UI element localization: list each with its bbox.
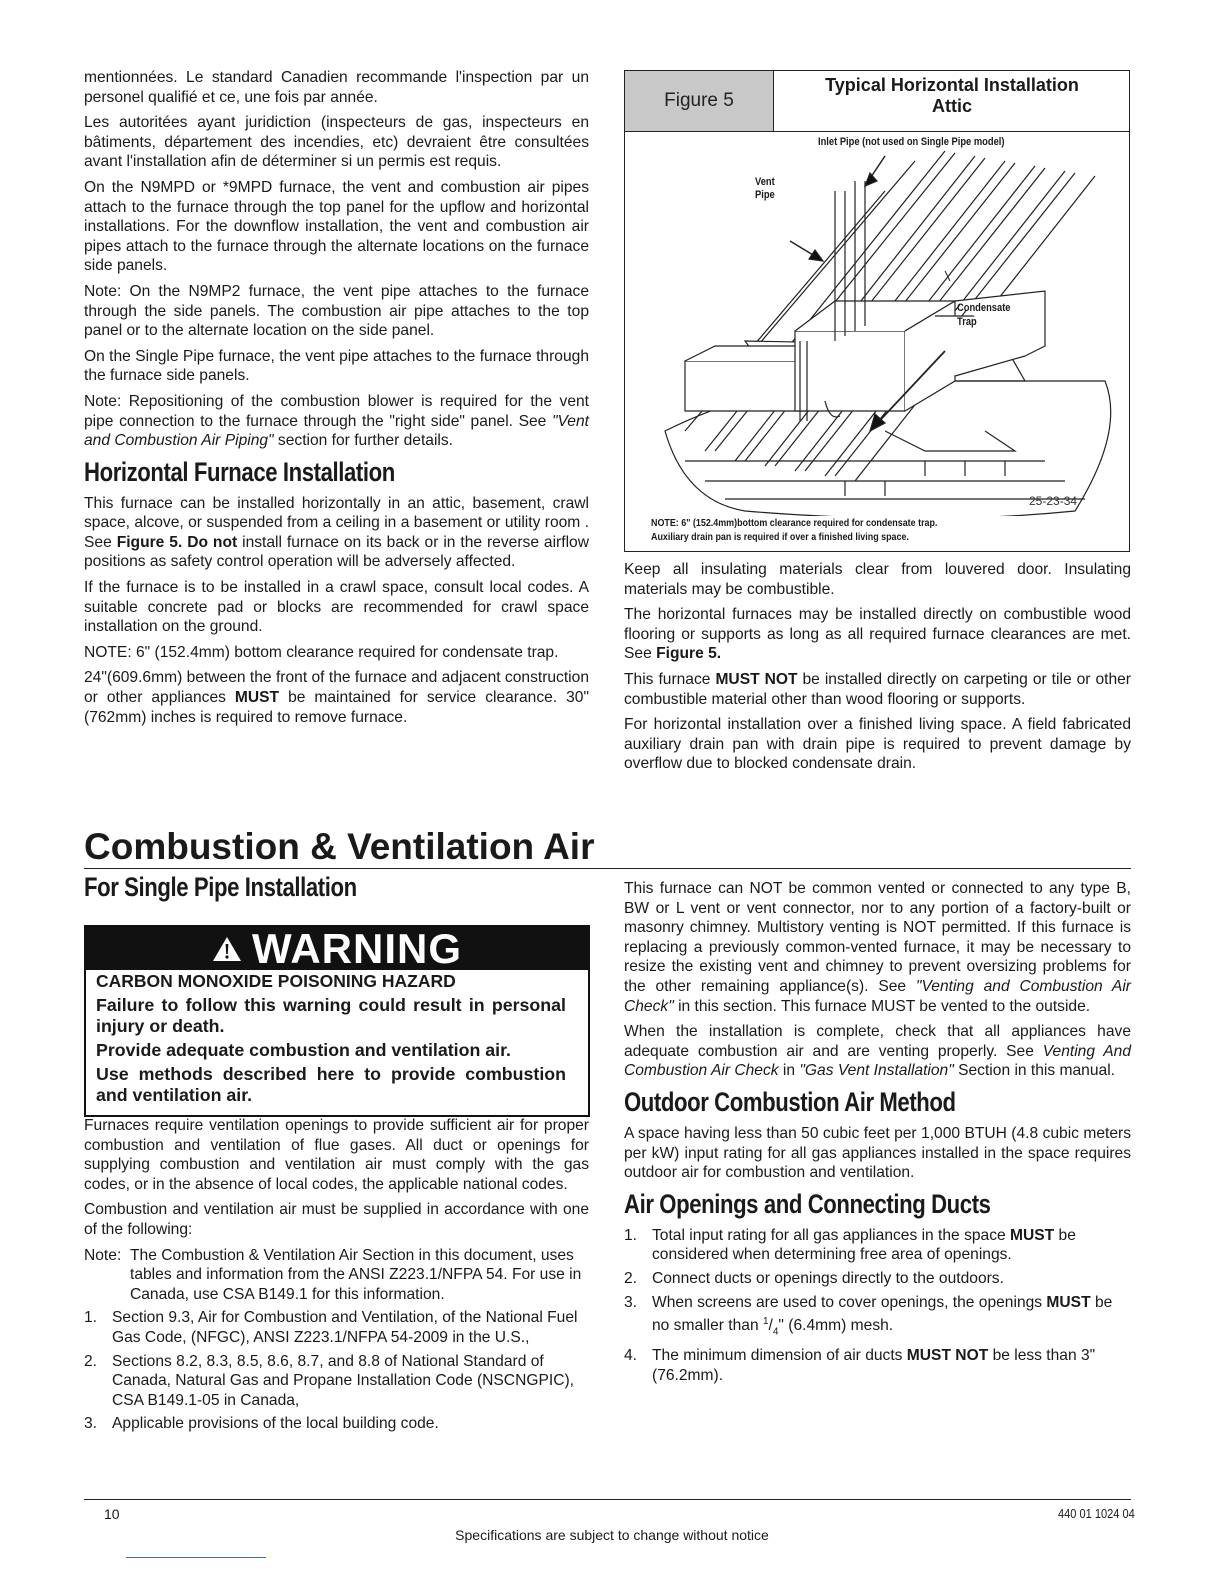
list-item: 1. Total input rating for all gas appliances in the space MUST be considered when determining free area of openings. [624, 1226, 1076, 1264]
warning-banner [86, 924, 588, 972]
paragraph-common-vent: This furnace can NOT be common vented or connected to any type B, BW or L vent or vent connector, nor to any portion of a factory-built or masonry chimney. Multistory venting is NOT permitted. If this furnace is replacing a previously common-vented furnace, it may be necessary to resize the existing vent and chimney to prevent oversizing problems for the other remaining appliance(s). See "Venting and Combustion Air Check" in this section. This furnace MUST be vented to the outside. [624, 880, 1131, 1015]
openings-list [624, 1226, 1131, 1385]
warning-triangle-icon [212, 936, 242, 962]
document-number: 440 01 1024 04 [1058, 1506, 1135, 1521]
paragraph-french-2: Les autoritées ayant juridiction (inspecteurs de gas, inspecteurs en bâtiments, département des incendies, etc) devraient être consultées avant l'installation afin de déterminer si un permis est requis. [84, 114, 589, 171]
code-list [84, 1308, 589, 1434]
right-column-bottom [624, 879, 1131, 1389]
list-item: 1. Section 9.3, Air for Combustion and Ventilation, of the National Fuel Gas Code, (NFGC), ANSI Z223.1/NFPA 54-2009 in the U.S., [84, 1309, 578, 1346]
warning-methods: Use methods described here to provide combustion and ventilation air. [96, 1064, 566, 1105]
paragraph-n9mpd: On the N9MPD or *9MPD furnace, the vent and combustion air pipes attach to the furnace through the top panel for the upflow and horizontal installations. For the downflow installation, the vent and combustion air pipes attach to the furnace through the alternate locations on the furnace side panels. [84, 178, 589, 275]
paragraph-french-1: mentionnées. Le standard Canadien recommande l'inspection par un personel qualifié et ce, une fois par année. [84, 69, 589, 106]
list-item: 3. Applicable provisions of the local building code. [84, 1415, 439, 1433]
right-column-top [624, 560, 1131, 780]
footer-rule [84, 1499, 1131, 1500]
list-item: 3. When screens are used to cover openings, the openings MUST be no smaller than $^1/_4$" (6.4mm) mesh. [624, 1293, 1113, 1338]
paragraph-single-pipe: On the Single Pipe furnace, the vent pipe attaches to the furnace through the furnace side panels. [84, 347, 589, 385]
paragraph-insulation: Keep all insulating materials clear from louvered door. Insulating materials may be combustible. [624, 561, 1131, 598]
callout-vent-pipe: Vent Pipe [755, 176, 775, 201]
warning-consequence: Failure to follow this warning could result in personal injury or death. [96, 995, 566, 1036]
figure-note: NOTE: 6" (152.4mm)bottom clearance required for condensate trap. Auxiliary drain pan is required if over a finished living space. [651, 517, 938, 543]
left-column-bottom [84, 1116, 589, 1438]
paragraph-crawl-space: If the furnace is to be installed in a crawl space, consult local codes. A suitable concrete pad or blocks are recommended for crawl space installation on the ground. [84, 579, 589, 636]
warning-title: WARNING [252, 924, 462, 972]
paragraph-wood-flooring: The horizontal furnaces may be installed directly on combustible wood flooring or supports as long as all required furnace clearances are met. See Figure 5. [624, 606, 1131, 663]
paragraph-outdoor-air: A space having less than 50 cubic feet per 1,000 BTUH (4.8 cubic meters per kW) input rating for all gas appliances installed in the space requires outdoor air for combustion and ventilation. [624, 1124, 1131, 1182]
paragraph-horizontal-1: This furnace can be installed horizontally in an attic, basement, crawl space, alcove, or suspended from a ceiling in a basement or utility room . See Figure 5. Do not install furnace on its back or in the reverse airflow positions as safety control operation will be adversely affected. [84, 494, 589, 571]
figure-label: Figure 5 [625, 71, 774, 131]
footer-disclaimer: Specifications are subject to change without notice [455, 1527, 769, 1543]
paragraph-clearance-note: NOTE: 6" (152.4mm) bottom clearance required for condensate trap. [84, 643, 559, 661]
figure-5 [624, 70, 1130, 552]
warning-provide: Provide adequate combustion and ventilation air. [96, 1040, 511, 1060]
paragraph-installation-complete: When the installation is complete, check that all appliances have adequate combustion air and are venting properly. See Venting And Combustion Air Check in "Gas Vent Installation" Section in this manual. [624, 1023, 1131, 1080]
warning-hazard: CARBON MONOXIDE POISONING HAZARD [96, 971, 456, 991]
list-item: 2. Connect ducts or openings directly to the outdoors. [624, 1269, 1004, 1287]
left-column-top [84, 68, 589, 733]
paragraph-drain-pan: For horizontal installation over a finished living space. A field fabricated auxiliary drain pan with drain pipe is required to prevent damage by overflow due to blocked condensate drain. [624, 716, 1131, 773]
heading-air-openings: Air Openings and Connecting Ducts [624, 1188, 991, 1219]
figure-code: 25-23-34 [1029, 494, 1078, 508]
note-ansi: Note: The Combustion & Ventilation Air Section in this document, uses tables and information from the ANSI Z223.1/NFPA 54. For use in Canada, use CSA B149.1 for this information. [84, 1246, 582, 1303]
footer-underline [126, 1557, 266, 1558]
callout-condensate-trap: Condensate Trap [957, 302, 1011, 328]
warning-body [96, 971, 566, 1109]
callout-inlet-pipe: Inlet Pipe (not used on Single Pipe model) [818, 136, 1005, 148]
paragraph-carpeting: This furnace MUST NOT be installed directly on carpeting or tile or other combustible material other than wood flooring or supports. [624, 670, 1131, 708]
section-rule [84, 868, 1131, 869]
paragraph-blower-note: Note: Repositioning of the combustion blower is required for the vent pipe connection to the furnace through the "right side" panel. See "Vent and Combustion Air Piping" section for further details. [84, 392, 589, 450]
paragraph-n9mp2-note: Note: On the N9MP2 furnace, the vent pipe attaches to the furnace through the side panels. The combustion air pipe attaches to the top panel or to the alternate location on the side panel. [84, 282, 589, 340]
figure-title: Typical Horizontal Installation Attic [825, 75, 1079, 116]
figure-header [625, 71, 1129, 132]
paragraph-service-clearance: 24"(609.6mm) between the front of the furnace and adjacent construction or other appliances MUST be maintained for service clearance. 30" (762mm) inches is required to remove furnace. [84, 669, 590, 726]
list-item: 2. Sections 8.2, 8.3, 8.5, 8.6, 8.7, and 8.8 of National Standard of Canada, Natural Gas and Propane Installation Code (NSCNGPIC), CSA B149.1-05 in Canada, [84, 1352, 574, 1409]
paragraph-supplied-accordance: Combustion and ventilation air must be supplied in accordance with one of the following: [84, 1201, 589, 1238]
attic-installation-illustration [625, 131, 1129, 516]
heading-single-pipe: For Single Pipe Installation [84, 872, 357, 902]
section-title: Combustion & Ventilation Air [84, 826, 595, 867]
paragraph-ventilation-openings: Furnaces require ventilation openings to provide sufficient air for proper combustion and ventilation of flue gases. All duct or openings for supplying combustion and ventilation air must comply with the gas codes, or in the absence of local codes, the applicable national codes. [84, 1117, 589, 1193]
page-number: 10 [104, 1506, 120, 1522]
list-item: 4. The minimum dimension of air ducts MUST NOT be less than 3" (76.2mm). [624, 1346, 1096, 1384]
heading-horizontal-installation: Horizontal Furnace Installation [84, 456, 395, 487]
heading-outdoor-air: Outdoor Combustion Air Method [624, 1086, 956, 1117]
warning-box [84, 925, 590, 1117]
